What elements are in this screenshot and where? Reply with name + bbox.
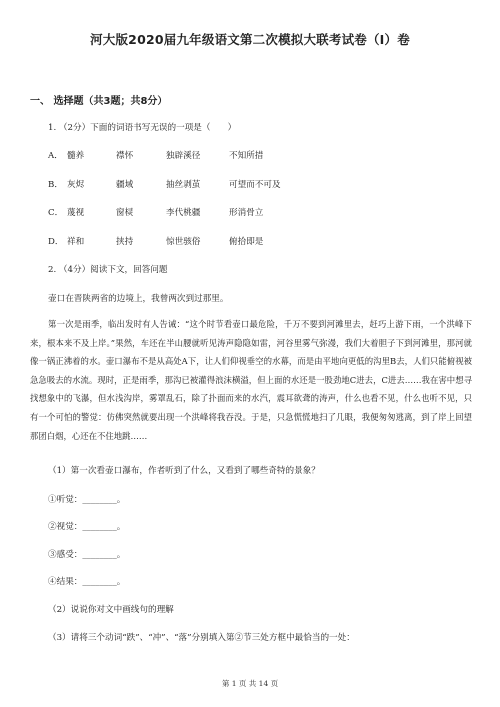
option-word: 髓养	[67, 151, 85, 161]
option-word: 挟持	[116, 237, 134, 247]
blank-feeling: ③感受：________。	[48, 550, 126, 560]
option-word: 窗棂	[116, 208, 134, 218]
section-heading: 一、 选择题（共3题；共8分）	[30, 96, 168, 107]
page-footer: 第 1 页 共 14 页	[221, 679, 279, 688]
option-label: D．	[48, 237, 64, 247]
option-word: 形消骨立	[229, 208, 264, 218]
option-word: 蔑视	[67, 208, 85, 218]
exam-title: 河大版2020届九年级语文第二次模拟大联考试卷（I）卷	[90, 32, 410, 47]
option-word: 灰烬	[67, 180, 85, 190]
sub-question-3: （3）请将三个动词“跌”、“冲”、“落”分别填入第②节三处方框中最恰当的一处：	[48, 633, 355, 643]
option-d	[48, 235, 468, 247]
option-label: B．	[48, 180, 63, 190]
blank-sight: ②视觉：________。	[48, 522, 126, 532]
option-word: 祥和	[67, 237, 85, 247]
option-c	[48, 206, 468, 218]
option-word: 疆域	[116, 180, 134, 190]
option-label: C．	[48, 208, 64, 218]
sub-question-2: （2）说说你对文中画线句的理解	[48, 605, 174, 615]
blank-result: ④结果：________。	[48, 577, 126, 587]
option-a	[48, 149, 468, 161]
blank-hearing: ①听觉：________。	[48, 495, 126, 505]
option-word: 抽丝剥茧	[166, 180, 201, 190]
option-word: 惊世骇俗	[166, 237, 201, 247]
passage-intro: 壶口在晋陕两省的边境上，我曾两次到过那里。	[48, 294, 229, 304]
option-word: 襟怀	[116, 151, 134, 161]
question-2-stem: 2. （4分）阅读下文，回答问题	[48, 265, 168, 275]
option-word: 俯拾即是	[229, 237, 264, 247]
sub-question-1: （1）第一次看壶口瀑布，作者听到了什么，又看到了哪些奇特的景象？	[48, 466, 320, 476]
option-word: 不知所措	[229, 151, 264, 161]
option-label: A．	[48, 151, 63, 161]
option-word: 可望而不可及	[229, 180, 281, 190]
question-1-stem: 1. （2分）下面的词语书写无误的一项是（ ）	[48, 123, 237, 133]
passage-paragraph: 第一次是雨季，临出发时有人告诫：“这个时节看壶口最危险，千万不要到河滩里去，赶巧上游下雨，一个洪峰下来，根本来不及上岸。”果然，车还在半山腰就听见涛声隐隐如雷，河谷里雾气弥漫，我们大着胆子下到河滩里，那河就像一锅正沸着的水。壶口瀑布不是从高处A下，让人们仰视垂空的水幕，而是由平地向更低的沟里B去，人们只能俯视被急急吸去的水流。现时，正是雨季，那沟已被灌得浪沫横溢，但上面的水还是一股劲地C进去，C进去……我在害中想寻找想象中的飞瀑，但水浅沟岸，雾罩乱石，除了扑面而来的水汽，震耳欲聋的涛声，什么也看不见，什么也听不见，只有一个可怕的警觉：仿佛突然就要出现一个洪峰将我吞没。于是，只急慌慌地扫了几眼，我便匆匆逃离，到了岸上回望那团白烟，心还在不住地跳……	[30, 319, 472, 441]
option-b	[48, 178, 468, 190]
option-word: 李代桃疆	[166, 208, 201, 218]
option-word: 独辟溪径	[166, 151, 201, 161]
